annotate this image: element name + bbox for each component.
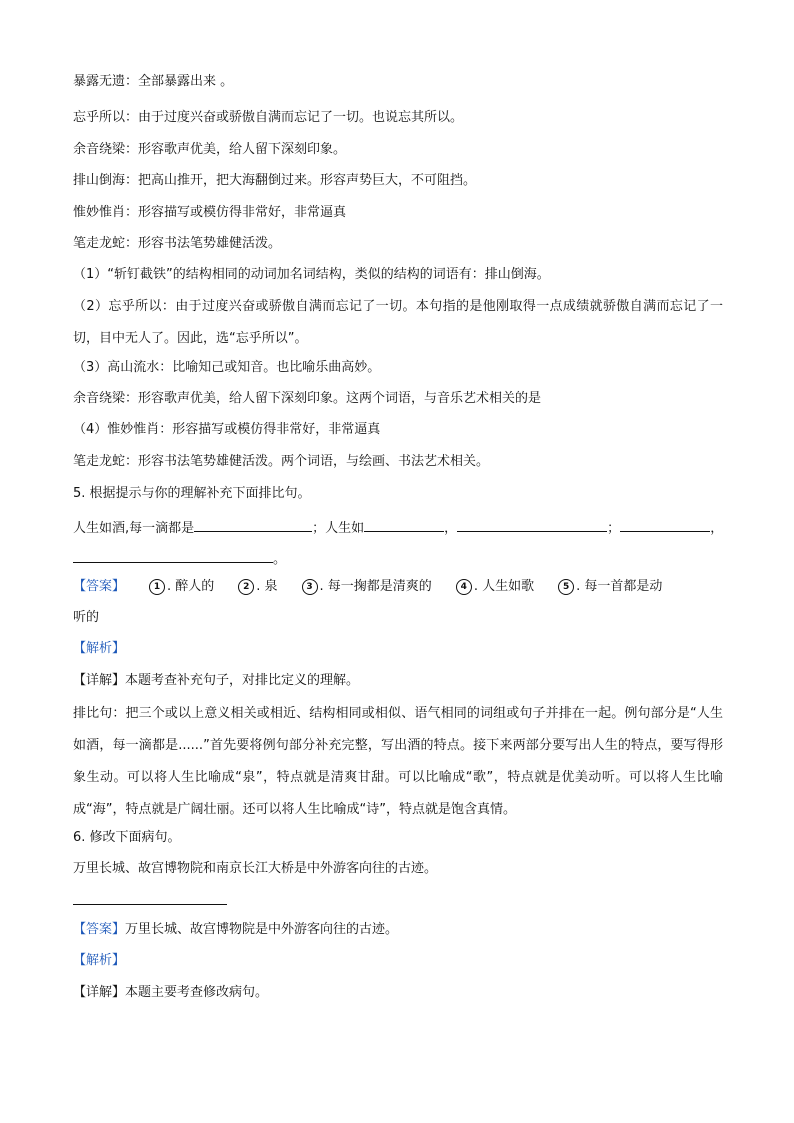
question-5-sentence <box>73 517 723 538</box>
sentence-part-3: ， <box>444 521 458 536</box>
analysis-tag-q5: 【解析】 <box>73 641 126 656</box>
text-line-weimiaoweixiao: 惟妙惟肖：形容描写或模仿得非常好，非常逼真 <box>73 205 347 220</box>
answer-blank-5[interactable] <box>73 548 273 563</box>
answer-tag: 【答案】 <box>73 922 126 937</box>
question-5-answer-continuation: 听的 <box>73 610 100 625</box>
circled-number: 4 <box>456 579 472 595</box>
answer-option-3 <box>302 578 432 596</box>
answer-option-text: . 醉人的 <box>167 579 215 594</box>
answer-line-q6 <box>73 904 227 905</box>
circled-number: 1 <box>149 579 165 595</box>
sentence-part-4: ； <box>607 521 621 536</box>
text-paragraph-item-2: （2）忘乎所以：由于过度兴奋或骄傲自满而忘记了一切。本句指的是他刚取得一点成绩就骄傲自满而忘记了一切，目中无人了。因此，选“忘乎所以”。 <box>73 299 723 346</box>
answer-option-2 <box>238 578 277 596</box>
answer-option-text: . 人生如歌 <box>473 579 535 594</box>
answer-blank-3[interactable] <box>457 517 607 532</box>
text-line-yuyinraoliang: 余音绕梁：形容歌声优美，给人留下深刻印象。 <box>73 142 347 157</box>
text-line-item-3: （3）高山流水：比喻知己或知音。也比喻乐曲高妙。 <box>73 360 381 375</box>
text-line-wanghusuoyi: 忘乎所以：由于过度兴奋或骄傲自满而忘记了一切。也说忘其所以。 <box>73 110 464 125</box>
answer-option-4 <box>456 578 534 596</box>
question-5-title: 5. 根据提示与你的理解补充下面排比句。 <box>73 486 311 501</box>
answer-option-text: . 每一掬都是清爽的 <box>319 579 432 594</box>
answer-blank-2[interactable] <box>364 517 444 532</box>
analysis-tag-q6: 【解析】 <box>73 953 126 968</box>
text-line-item-4: （4）惟妙惟肖：形容描写或模仿得非常好，非常逼真 <box>73 422 381 437</box>
circled-number: 3 <box>302 579 318 595</box>
answer-option-text: . 每一首都是动 <box>576 579 663 594</box>
answer-option-1 <box>149 578 214 596</box>
question-5-answer <box>73 578 723 596</box>
question-6-sentence: 万里长城、故宫博物院和南京长江大桥是中外游客向往的古迹。 <box>73 861 438 876</box>
text-line-yuyin-music: 余音绕梁：形容歌声优美，给人留下深刻印象。这两个词语，与音乐艺术相关的是 <box>73 391 542 406</box>
detail-text: 本题考查补充句子，对排比定义的理解。 <box>125 673 360 688</box>
question-5-sentence-end <box>73 548 723 569</box>
question-6-detail <box>73 984 723 1002</box>
circled-number: 5 <box>558 579 574 595</box>
question-6-title: 6. 修改下面病句。 <box>73 830 181 845</box>
question-5-explanation: 排比句：把三个或以上意义相关或相近、结构相同或相似、语气相同的词组或句子并排在一起。例句部分是“人生如酒，每一滴都是......”首先要将例句部分补充完整，写出酒的特点。接下来两部分要写出人生的特点，要写得形象生动。可以将人生比喻成“泉”，特点就是清爽甘甜。可以比喻成“歌”，特点就是优美动听。可以将人生比喻成“海”，特点就是广阔壮丽。还可以将人生比喻成“诗”，特点就是饱含真情。 <box>73 706 723 817</box>
sentence-part-5: ， <box>710 521 724 536</box>
answer-text: 万里长城、故宫博物院是中外游客向往的古迹。 <box>125 922 399 937</box>
answer-blank-4[interactable] <box>620 517 710 532</box>
text-line-item-1: （1）“斩钉截铁”的结构相同的动词加名词结构，类似的结构的词语有：排山倒海。 <box>73 267 550 282</box>
question-6-answer <box>73 921 723 939</box>
sentence-part-1: 人生如酒,每一滴都是 <box>73 521 195 536</box>
question-5-detail <box>73 672 723 690</box>
answer-blank-1[interactable] <box>194 517 312 532</box>
detail-tag: 【详解】 <box>73 985 126 1000</box>
detail-text: 本题主要考查修改病句。 <box>125 985 269 1000</box>
answer-tag: 【答案】 <box>73 579 126 594</box>
sentence-part-6: 。 <box>273 552 287 567</box>
text-line-bizou-art: 笔走龙蛇：形容书法笔势雄健活泼。两个词语，与绘画、书法艺术相关。 <box>73 454 490 469</box>
answer-option-text: . 泉 <box>256 579 278 594</box>
sentence-part-2: ；人生如 <box>312 521 365 536</box>
answer-option-5 <box>558 578 662 596</box>
detail-tag: 【详解】 <box>73 673 126 688</box>
circled-number: 2 <box>238 579 254 595</box>
text-line-bizoulongshe: 笔走龙蛇：形容书法笔势雄健活泼。 <box>73 236 282 251</box>
text-line-baolu: 暴露无遗：全部暴露出来 。 <box>73 74 234 89</box>
text-line-paishandaohai: 排山倒海：把高山推开，把大海翻倒过来。形容声势巨大，不可阻挡。 <box>73 173 477 188</box>
